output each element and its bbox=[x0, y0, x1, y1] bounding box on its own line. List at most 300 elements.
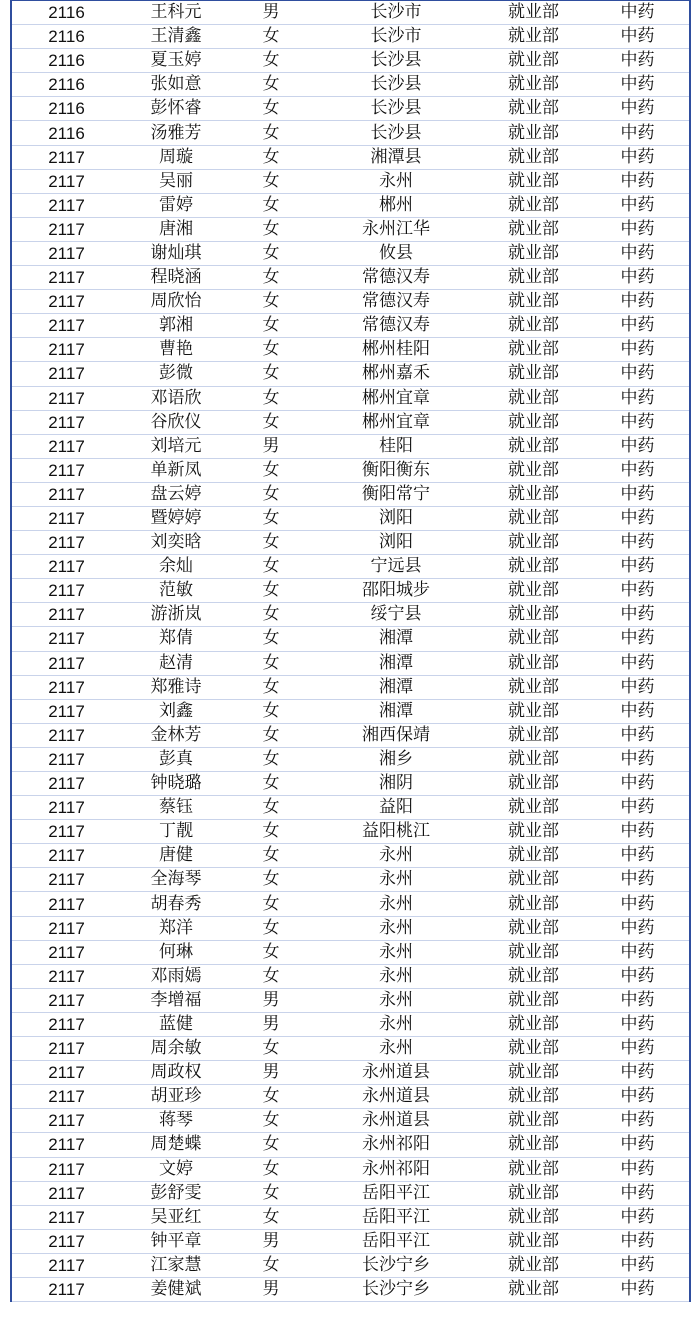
major-cell: 中药 bbox=[586, 458, 690, 482]
major-cell: 中药 bbox=[586, 290, 690, 314]
table-row bbox=[11, 362, 690, 386]
class-cell: 2116 bbox=[11, 97, 121, 121]
major-cell: 中药 bbox=[586, 627, 690, 651]
table-row bbox=[11, 25, 690, 49]
table-row bbox=[11, 772, 690, 796]
major-cell: 中药 bbox=[586, 1133, 690, 1157]
department-cell: 就业部 bbox=[481, 362, 586, 386]
name-cell: 余灿 bbox=[121, 555, 231, 579]
class-cell: 2117 bbox=[11, 747, 121, 771]
major-cell: 中药 bbox=[586, 723, 690, 747]
major-cell: 中药 bbox=[586, 482, 690, 506]
name-cell: 夏玉婷 bbox=[121, 49, 231, 73]
origin-cell: 浏阳 bbox=[311, 506, 481, 530]
gender-cell: 女 bbox=[231, 1205, 311, 1229]
major-cell: 中药 bbox=[586, 531, 690, 555]
class-cell: 2117 bbox=[11, 699, 121, 723]
table-row bbox=[11, 97, 690, 121]
gender-cell: 女 bbox=[231, 627, 311, 651]
table-row bbox=[11, 1277, 690, 1301]
origin-cell: 湘阴 bbox=[311, 772, 481, 796]
gender-cell: 女 bbox=[231, 25, 311, 49]
major-cell: 中药 bbox=[586, 1, 690, 25]
origin-cell: 常德汉寿 bbox=[311, 314, 481, 338]
class-cell: 2116 bbox=[11, 49, 121, 73]
origin-cell: 长沙市 bbox=[311, 1, 481, 25]
department-cell: 就业部 bbox=[481, 97, 586, 121]
major-cell: 中药 bbox=[586, 1061, 690, 1085]
table-row bbox=[11, 892, 690, 916]
origin-cell: 永州 bbox=[311, 1037, 481, 1061]
class-cell: 2117 bbox=[11, 1205, 121, 1229]
major-cell: 中药 bbox=[586, 338, 690, 362]
class-cell: 2117 bbox=[11, 1133, 121, 1157]
major-cell: 中药 bbox=[586, 386, 690, 410]
name-cell: 谷欣仪 bbox=[121, 410, 231, 434]
name-cell: 彭舒雯 bbox=[121, 1181, 231, 1205]
name-cell: 刘鑫 bbox=[121, 699, 231, 723]
origin-cell: 永州江华 bbox=[311, 217, 481, 241]
name-cell: 李增福 bbox=[121, 988, 231, 1012]
student-table bbox=[10, 0, 691, 1302]
name-cell: 单新凤 bbox=[121, 458, 231, 482]
origin-cell: 湘乡 bbox=[311, 747, 481, 771]
name-cell: 蓝健 bbox=[121, 1012, 231, 1036]
table-row bbox=[11, 940, 690, 964]
name-cell: 汤雅芳 bbox=[121, 121, 231, 145]
table-row bbox=[11, 1061, 690, 1085]
major-cell: 中药 bbox=[586, 940, 690, 964]
origin-cell: 衡阳常宁 bbox=[311, 482, 481, 506]
department-cell: 就业部 bbox=[481, 434, 586, 458]
name-cell: 周余敏 bbox=[121, 1037, 231, 1061]
class-cell: 2116 bbox=[11, 25, 121, 49]
origin-cell: 永州 bbox=[311, 1012, 481, 1036]
gender-cell: 男 bbox=[231, 1277, 311, 1301]
table-row bbox=[11, 458, 690, 482]
department-cell: 就业部 bbox=[481, 1253, 586, 1277]
gender-cell: 女 bbox=[231, 338, 311, 362]
origin-cell: 郴州嘉禾 bbox=[311, 362, 481, 386]
name-cell: 周璇 bbox=[121, 145, 231, 169]
gender-cell: 男 bbox=[231, 988, 311, 1012]
origin-cell: 湘西保靖 bbox=[311, 723, 481, 747]
class-cell: 2117 bbox=[11, 1085, 121, 1109]
gender-cell: 女 bbox=[231, 1133, 311, 1157]
origin-cell: 长沙市 bbox=[311, 25, 481, 49]
origin-cell: 浏阳 bbox=[311, 531, 481, 555]
class-cell: 2117 bbox=[11, 506, 121, 530]
major-cell: 中药 bbox=[586, 145, 690, 169]
class-cell: 2117 bbox=[11, 627, 121, 651]
name-cell: 胡亚珍 bbox=[121, 1085, 231, 1109]
class-cell: 2117 bbox=[11, 1109, 121, 1133]
major-cell: 中药 bbox=[586, 1181, 690, 1205]
table-row bbox=[11, 1012, 690, 1036]
department-cell: 就业部 bbox=[481, 579, 586, 603]
origin-cell: 郴州桂阳 bbox=[311, 338, 481, 362]
major-cell: 中药 bbox=[586, 796, 690, 820]
class-cell: 2117 bbox=[11, 772, 121, 796]
gender-cell: 女 bbox=[231, 796, 311, 820]
gender-cell: 女 bbox=[231, 675, 311, 699]
class-cell: 2117 bbox=[11, 1012, 121, 1036]
major-cell: 中药 bbox=[586, 1012, 690, 1036]
table-row bbox=[11, 121, 690, 145]
department-cell: 就业部 bbox=[481, 290, 586, 314]
department-cell: 就业部 bbox=[481, 506, 586, 530]
name-cell: 何琳 bbox=[121, 940, 231, 964]
department-cell: 就业部 bbox=[481, 651, 586, 675]
gender-cell: 女 bbox=[231, 820, 311, 844]
major-cell: 中药 bbox=[586, 410, 690, 434]
origin-cell: 郴州宜章 bbox=[311, 410, 481, 434]
name-cell: 吴亚红 bbox=[121, 1205, 231, 1229]
origin-cell: 永州 bbox=[311, 892, 481, 916]
major-cell: 中药 bbox=[586, 362, 690, 386]
department-cell: 就业部 bbox=[481, 217, 586, 241]
gender-cell: 女 bbox=[231, 386, 311, 410]
name-cell: 邓语欣 bbox=[121, 386, 231, 410]
table-row bbox=[11, 217, 690, 241]
name-cell: 彭怀睿 bbox=[121, 97, 231, 121]
origin-cell: 常德汉寿 bbox=[311, 290, 481, 314]
class-cell: 2117 bbox=[11, 531, 121, 555]
department-cell: 就业部 bbox=[481, 916, 586, 940]
major-cell: 中药 bbox=[586, 169, 690, 193]
major-cell: 中药 bbox=[586, 579, 690, 603]
major-cell: 中药 bbox=[586, 193, 690, 217]
name-cell: 邓雨嫣 bbox=[121, 964, 231, 988]
class-cell: 2117 bbox=[11, 916, 121, 940]
class-cell: 2117 bbox=[11, 796, 121, 820]
class-cell: 2117 bbox=[11, 844, 121, 868]
gender-cell: 女 bbox=[231, 169, 311, 193]
major-cell: 中药 bbox=[586, 1253, 690, 1277]
department-cell: 就业部 bbox=[481, 531, 586, 555]
class-cell: 2117 bbox=[11, 410, 121, 434]
gender-cell: 女 bbox=[231, 362, 311, 386]
table-row bbox=[11, 820, 690, 844]
table-row bbox=[11, 145, 690, 169]
table-row bbox=[11, 482, 690, 506]
name-cell: 唐湘 bbox=[121, 217, 231, 241]
origin-cell: 郴州 bbox=[311, 193, 481, 217]
major-cell: 中药 bbox=[586, 1229, 690, 1253]
class-cell: 2117 bbox=[11, 458, 121, 482]
class-cell: 2117 bbox=[11, 266, 121, 290]
gender-cell: 女 bbox=[231, 747, 311, 771]
gender-cell: 女 bbox=[231, 506, 311, 530]
gender-cell: 女 bbox=[231, 482, 311, 506]
department-cell: 就业部 bbox=[481, 1277, 586, 1301]
name-cell: 蔡钰 bbox=[121, 796, 231, 820]
name-cell: 姜健斌 bbox=[121, 1277, 231, 1301]
class-cell: 2117 bbox=[11, 1157, 121, 1181]
class-cell: 2117 bbox=[11, 1253, 121, 1277]
table-row bbox=[11, 338, 690, 362]
gender-cell: 女 bbox=[231, 121, 311, 145]
origin-cell: 桂阳 bbox=[311, 434, 481, 458]
major-cell: 中药 bbox=[586, 892, 690, 916]
major-cell: 中药 bbox=[586, 555, 690, 579]
gender-cell: 女 bbox=[231, 49, 311, 73]
major-cell: 中药 bbox=[586, 772, 690, 796]
name-cell: 钟晓璐 bbox=[121, 772, 231, 796]
department-cell: 就业部 bbox=[481, 241, 586, 265]
table-row bbox=[11, 290, 690, 314]
origin-cell: 岳阳平江 bbox=[311, 1181, 481, 1205]
table-row bbox=[11, 241, 690, 265]
class-cell: 2117 bbox=[11, 290, 121, 314]
department-cell: 就业部 bbox=[481, 1012, 586, 1036]
origin-cell: 长沙县 bbox=[311, 97, 481, 121]
major-cell: 中药 bbox=[586, 868, 690, 892]
name-cell: 彭微 bbox=[121, 362, 231, 386]
name-cell: 金林芳 bbox=[121, 723, 231, 747]
major-cell: 中药 bbox=[586, 603, 690, 627]
origin-cell: 湘潭 bbox=[311, 699, 481, 723]
origin-cell: 湘潭 bbox=[311, 627, 481, 651]
origin-cell: 衡阳衡东 bbox=[311, 458, 481, 482]
table-body bbox=[11, 1, 690, 1302]
name-cell: 蒋琴 bbox=[121, 1109, 231, 1133]
table-row bbox=[11, 796, 690, 820]
origin-cell: 永州 bbox=[311, 988, 481, 1012]
gender-cell: 女 bbox=[231, 651, 311, 675]
table-row bbox=[11, 1253, 690, 1277]
table-row bbox=[11, 1133, 690, 1157]
gender-cell: 女 bbox=[231, 964, 311, 988]
name-cell: 刘培元 bbox=[121, 434, 231, 458]
class-cell: 2117 bbox=[11, 193, 121, 217]
department-cell: 就业部 bbox=[481, 314, 586, 338]
major-cell: 中药 bbox=[586, 217, 690, 241]
table-row bbox=[11, 579, 690, 603]
department-cell: 就业部 bbox=[481, 675, 586, 699]
class-cell: 2117 bbox=[11, 169, 121, 193]
table-row bbox=[11, 314, 690, 338]
table-row bbox=[11, 1181, 690, 1205]
class-cell: 2116 bbox=[11, 121, 121, 145]
table-row bbox=[11, 410, 690, 434]
name-cell: 周政权 bbox=[121, 1061, 231, 1085]
department-cell: 就业部 bbox=[481, 1157, 586, 1181]
major-cell: 中药 bbox=[586, 49, 690, 73]
department-cell: 就业部 bbox=[481, 988, 586, 1012]
origin-cell: 绥宁县 bbox=[311, 603, 481, 627]
class-cell: 2117 bbox=[11, 314, 121, 338]
name-cell: 刘奕晗 bbox=[121, 531, 231, 555]
department-cell: 就业部 bbox=[481, 482, 586, 506]
class-cell: 2117 bbox=[11, 482, 121, 506]
gender-cell: 女 bbox=[231, 145, 311, 169]
name-cell: 钟平章 bbox=[121, 1229, 231, 1253]
major-cell: 中药 bbox=[586, 73, 690, 97]
origin-cell: 永州祁阳 bbox=[311, 1157, 481, 1181]
origin-cell: 永州 bbox=[311, 868, 481, 892]
origin-cell: 永州道县 bbox=[311, 1085, 481, 1109]
gender-cell: 女 bbox=[231, 241, 311, 265]
class-cell: 2117 bbox=[11, 603, 121, 627]
table-row bbox=[11, 651, 690, 675]
class-cell: 2116 bbox=[11, 73, 121, 97]
gender-cell: 女 bbox=[231, 603, 311, 627]
major-cell: 中药 bbox=[586, 1085, 690, 1109]
department-cell: 就业部 bbox=[481, 964, 586, 988]
name-cell: 唐健 bbox=[121, 844, 231, 868]
origin-cell: 宁远县 bbox=[311, 555, 481, 579]
table-row bbox=[11, 506, 690, 530]
department-cell: 就业部 bbox=[481, 1229, 586, 1253]
table-row bbox=[11, 916, 690, 940]
gender-cell: 男 bbox=[231, 1012, 311, 1036]
department-cell: 就业部 bbox=[481, 145, 586, 169]
department-cell: 就业部 bbox=[481, 820, 586, 844]
major-cell: 中药 bbox=[586, 266, 690, 290]
gender-cell: 女 bbox=[231, 73, 311, 97]
table-row bbox=[11, 1229, 690, 1253]
origin-cell: 邵阳城步 bbox=[311, 579, 481, 603]
name-cell: 范敏 bbox=[121, 579, 231, 603]
major-cell: 中药 bbox=[586, 820, 690, 844]
table-row bbox=[11, 434, 690, 458]
gender-cell: 女 bbox=[231, 699, 311, 723]
gender-cell: 女 bbox=[231, 1253, 311, 1277]
table-row bbox=[11, 675, 690, 699]
name-cell: 雷婷 bbox=[121, 193, 231, 217]
class-cell: 2117 bbox=[11, 1037, 121, 1061]
major-cell: 中药 bbox=[586, 1037, 690, 1061]
table-row bbox=[11, 627, 690, 651]
origin-cell: 湘潭 bbox=[311, 651, 481, 675]
class-cell: 2117 bbox=[11, 1277, 121, 1301]
origin-cell: 岳阳平江 bbox=[311, 1229, 481, 1253]
department-cell: 就业部 bbox=[481, 940, 586, 964]
gender-cell: 女 bbox=[231, 916, 311, 940]
origin-cell: 永州 bbox=[311, 844, 481, 868]
class-cell: 2117 bbox=[11, 820, 121, 844]
department-cell: 就业部 bbox=[481, 603, 586, 627]
major-cell: 中药 bbox=[586, 1109, 690, 1133]
department-cell: 就业部 bbox=[481, 169, 586, 193]
class-cell: 2117 bbox=[11, 1061, 121, 1085]
major-cell: 中药 bbox=[586, 97, 690, 121]
table-row bbox=[11, 266, 690, 290]
department-cell: 就业部 bbox=[481, 844, 586, 868]
class-cell: 2117 bbox=[11, 964, 121, 988]
department-cell: 就业部 bbox=[481, 772, 586, 796]
major-cell: 中药 bbox=[586, 1205, 690, 1229]
class-cell: 2117 bbox=[11, 579, 121, 603]
table-row bbox=[11, 193, 690, 217]
table-row bbox=[11, 169, 690, 193]
table-row bbox=[11, 531, 690, 555]
name-cell: 王清鑫 bbox=[121, 25, 231, 49]
gender-cell: 女 bbox=[231, 1085, 311, 1109]
major-cell: 中药 bbox=[586, 988, 690, 1012]
origin-cell: 永州道县 bbox=[311, 1109, 481, 1133]
gender-cell: 女 bbox=[231, 868, 311, 892]
gender-cell: 女 bbox=[231, 892, 311, 916]
table-row bbox=[11, 603, 690, 627]
department-cell: 就业部 bbox=[481, 796, 586, 820]
gender-cell: 女 bbox=[231, 97, 311, 121]
gender-cell: 女 bbox=[231, 458, 311, 482]
department-cell: 就业部 bbox=[481, 193, 586, 217]
origin-cell: 郴州宜章 bbox=[311, 386, 481, 410]
department-cell: 就业部 bbox=[481, 1037, 586, 1061]
name-cell: 周楚蝶 bbox=[121, 1133, 231, 1157]
major-cell: 中药 bbox=[586, 241, 690, 265]
department-cell: 就业部 bbox=[481, 627, 586, 651]
table-row bbox=[11, 699, 690, 723]
name-cell: 赵清 bbox=[121, 651, 231, 675]
gender-cell: 女 bbox=[231, 217, 311, 241]
name-cell: 盘云婷 bbox=[121, 482, 231, 506]
origin-cell: 长沙宁乡 bbox=[311, 1253, 481, 1277]
class-cell: 2117 bbox=[11, 555, 121, 579]
origin-cell: 攸县 bbox=[311, 241, 481, 265]
gender-cell: 女 bbox=[231, 1181, 311, 1205]
department-cell: 就业部 bbox=[481, 410, 586, 434]
department-cell: 就业部 bbox=[481, 386, 586, 410]
table-row bbox=[11, 1109, 690, 1133]
origin-cell: 益阳桃江 bbox=[311, 820, 481, 844]
origin-cell: 永州祁阳 bbox=[311, 1133, 481, 1157]
origin-cell: 永州 bbox=[311, 169, 481, 193]
table-row bbox=[11, 49, 690, 73]
name-cell: 游浙岚 bbox=[121, 603, 231, 627]
gender-cell: 女 bbox=[231, 1037, 311, 1061]
table-row bbox=[11, 1205, 690, 1229]
gender-cell: 女 bbox=[231, 314, 311, 338]
major-cell: 中药 bbox=[586, 314, 690, 338]
department-cell: 就业部 bbox=[481, 555, 586, 579]
name-cell: 吴丽 bbox=[121, 169, 231, 193]
class-cell: 2117 bbox=[11, 145, 121, 169]
class-cell: 2117 bbox=[11, 217, 121, 241]
table-row bbox=[11, 1037, 690, 1061]
major-cell: 中药 bbox=[586, 916, 690, 940]
name-cell: 程晓涵 bbox=[121, 266, 231, 290]
class-cell: 2117 bbox=[11, 723, 121, 747]
class-cell: 2117 bbox=[11, 386, 121, 410]
origin-cell: 永州 bbox=[311, 964, 481, 988]
origin-cell: 永州 bbox=[311, 940, 481, 964]
table-row bbox=[11, 747, 690, 771]
name-cell: 郑雅诗 bbox=[121, 675, 231, 699]
class-cell: 2117 bbox=[11, 241, 121, 265]
gender-cell: 女 bbox=[231, 531, 311, 555]
department-cell: 就业部 bbox=[481, 723, 586, 747]
gender-cell: 女 bbox=[231, 193, 311, 217]
gender-cell: 女 bbox=[231, 1109, 311, 1133]
gender-cell: 女 bbox=[231, 940, 311, 964]
table-row bbox=[11, 73, 690, 97]
name-cell: 周欣怡 bbox=[121, 290, 231, 314]
origin-cell: 长沙宁乡 bbox=[311, 1277, 481, 1301]
name-cell: 文婷 bbox=[121, 1157, 231, 1181]
name-cell: 丁靓 bbox=[121, 820, 231, 844]
table-row bbox=[11, 964, 690, 988]
table-row bbox=[11, 1, 690, 25]
department-cell: 就业部 bbox=[481, 266, 586, 290]
name-cell: 暨婷婷 bbox=[121, 506, 231, 530]
table-row bbox=[11, 844, 690, 868]
table-row bbox=[11, 1157, 690, 1181]
department-cell: 就业部 bbox=[481, 73, 586, 97]
